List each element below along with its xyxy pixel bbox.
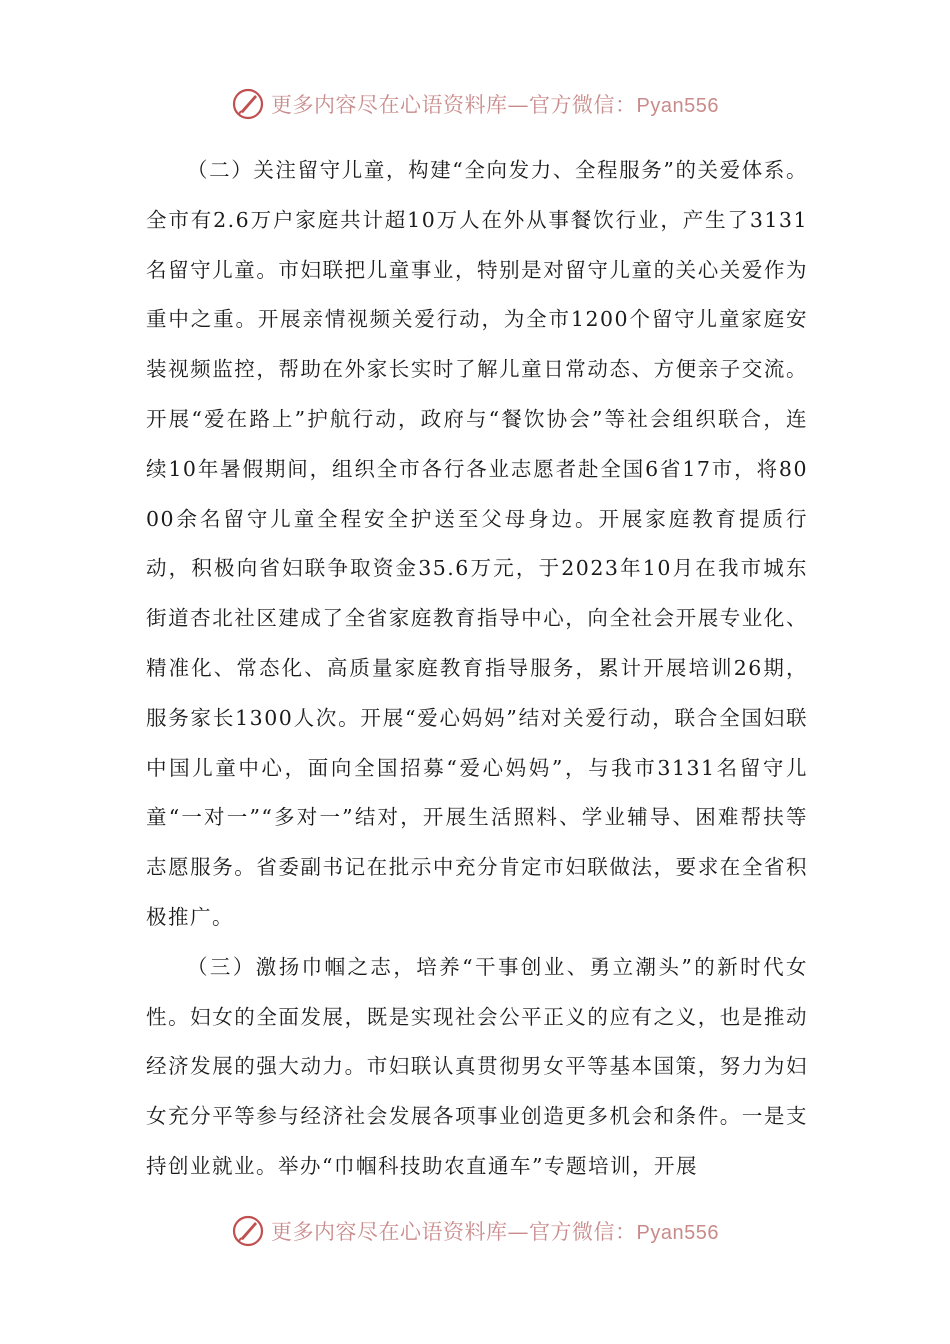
paragraph-women: （三）激扬巾帼之志，培养“干事创业、勇立潮头”的新时代女性。妇女的全面发展，既是实现社会公平正义的应有之义，也是推动经济发展的强大动力。市妇联认真贯彻男女平等基本国策，努力为妇女充分平等参与经济社会发展各项事业创造更多机会和条件。一是支持创业就业。举办“巾帼科技助农直通车”专题培训，开展 [146,954,808,1178]
footer-watermark [0,1211,950,1251]
header-watermark [0,84,950,124]
watermark-text [271,89,719,119]
paragraph-children: （二）关注留守儿童，构建“全向发力、全程服务”的关爱体系。全市有2.6万户家庭共计超10万人在外从事餐饮行业，产生了3131名留守儿童。市妇联把儿童事业，特别是对留守儿童的关心关爱作为重中之重。开展亲情视频关爱行动，为全市1200个留守儿童家庭安装视频监控，帮助在外家长实时了解儿童日常动态、方便亲子交流。开展“爱在路上”护航行动，政府与“餐饮协会”等社会组织联合，连续10年暑假期间，组织全市各行各业志愿者赴全国6省17市，将8000余名留守儿童全程安全护送至父母身边。开展家庭教育提质行动，积极向省妇联争取资金35.6万元，于2023年10月在我市城东街道杏北社区建成了全省家庭教育指导中心，向全社会开展专业化、精准化、常态化、高质量家庭教育指导服务，累计开展培训26期，服务家长1300人次。开展“爱心妈妈”结对关爱行动，联合全国妇联中国儿童中心，面向全国招募“爱心妈妈”，与我市3131名留守儿童“一对一”“多对一”结对，开展生活照料、学业辅导、困难帮扶等志愿服务。省委副书记在批示中充分肯定市妇联做法，要求在全省积极推广。 [146,158,808,929]
watermark-wechat-id: Pyan556 [636,95,719,117]
watermark-brand: 更多内容尽在心语资料库—官方微信： [271,93,637,117]
watermark-text [271,1216,719,1246]
document-body [146,146,808,1192]
watermark-brand: 更多内容尽在心语资料库—官方微信： [271,1220,637,1244]
quill-pen-circle-icon [231,87,265,121]
quill-pen-circle-icon [231,1214,265,1248]
watermark-wechat-id: Pyan556 [636,1222,719,1244]
